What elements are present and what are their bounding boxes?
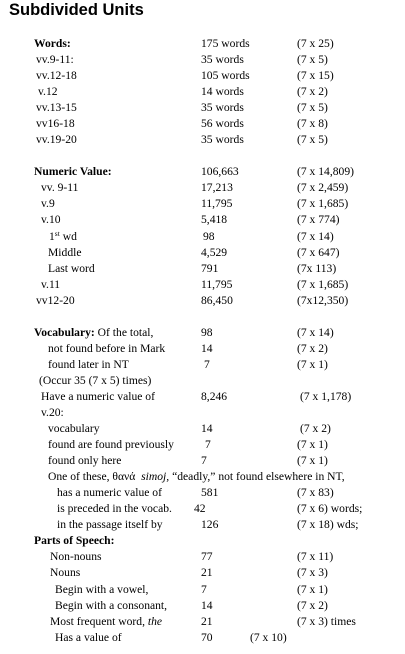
row-value: 98 bbox=[203, 229, 215, 243]
row-value: 70 bbox=[201, 630, 213, 644]
table-row bbox=[0, 245, 405, 261]
row-label: v.11 bbox=[41, 277, 61, 291]
table-row bbox=[0, 196, 405, 212]
row-value: 7 bbox=[201, 454, 207, 468]
parts-heading-row bbox=[0, 533, 405, 549]
words-total-factor: (7 x 25) bbox=[297, 37, 334, 50]
row-factor: (7 x 2) bbox=[300, 422, 331, 436]
row-label: 1st wd bbox=[49, 228, 77, 243]
numeric-total: 106,663 bbox=[201, 165, 239, 179]
row-label: vocabulary bbox=[48, 422, 100, 436]
table-row bbox=[0, 517, 405, 533]
row-factor: (7 x 1,685) bbox=[297, 277, 349, 291]
row-factor: (7 x 2) bbox=[297, 341, 328, 355]
row-factor: (7 x 2) bbox=[297, 598, 328, 612]
row-factor: (7 x 1,685) bbox=[297, 197, 349, 211]
row-value: 86,450 bbox=[201, 293, 233, 307]
row-value: 14 bbox=[201, 341, 213, 355]
words-heading: Words: bbox=[34, 37, 71, 50]
table-row bbox=[0, 261, 405, 277]
row-label: Begin with a consonant, bbox=[55, 598, 168, 612]
row-factor: (7 x 10) bbox=[250, 630, 287, 644]
row-label: found later in NT bbox=[48, 357, 129, 371]
table-row bbox=[0, 180, 405, 196]
row-value: 56 words bbox=[201, 117, 244, 131]
v20-label: v.20: bbox=[41, 405, 64, 419]
row-value: 105 words bbox=[201, 69, 250, 83]
row-factor: (7 x 2,459) bbox=[297, 181, 349, 195]
vocab-heading: Vocabulary: Of the total, bbox=[34, 325, 154, 339]
row-value: 14 words bbox=[201, 85, 244, 99]
table-row bbox=[0, 437, 405, 453]
row-factor: (7 x 647) bbox=[297, 245, 340, 259]
row-label: vv.13-15 bbox=[36, 101, 77, 115]
table-row bbox=[0, 100, 405, 116]
row-factor: (7 x 1) bbox=[297, 357, 328, 371]
row-label: vv. 9-11 bbox=[41, 181, 79, 195]
row-label: Middle bbox=[48, 245, 82, 259]
row-value: 5,418 bbox=[201, 213, 228, 227]
row-factor: (7 x 6) words; bbox=[297, 502, 363, 516]
row-label: Have a numeric value of bbox=[41, 389, 155, 403]
row-value: 42 bbox=[194, 502, 206, 516]
table-row bbox=[0, 485, 405, 501]
row-value: 8,246 bbox=[201, 389, 228, 403]
row-value: 581 bbox=[201, 486, 219, 500]
row-value: 35 words bbox=[201, 101, 244, 115]
occur-note: (Occur 35 (7 x 5) times) bbox=[39, 373, 152, 387]
row-label: in the passage itself by bbox=[57, 518, 163, 532]
row-label: not found before in Mark bbox=[48, 341, 166, 355]
row-factor: (7 x 83) bbox=[297, 486, 334, 500]
numeric-heading: Numeric Value: bbox=[34, 165, 112, 179]
table-row bbox=[0, 614, 405, 630]
row-value: 11,795 bbox=[201, 277, 233, 291]
table-row bbox=[0, 229, 405, 245]
row-label: Non-nouns bbox=[50, 550, 102, 564]
one-of-these-row bbox=[0, 469, 405, 485]
row-label: Last word bbox=[48, 261, 95, 275]
row-factor: (7 x 774) bbox=[297, 213, 340, 227]
table-row bbox=[0, 357, 405, 373]
row-value: 11,795 bbox=[201, 197, 233, 211]
row-label: vv.19-20 bbox=[36, 133, 77, 147]
row-factor: (7 x 11) bbox=[297, 550, 334, 564]
row-label: vv.9-11: bbox=[36, 53, 74, 67]
document-body bbox=[0, 36, 405, 646]
table-row bbox=[0, 598, 405, 614]
one-of-these-text: One of these, θανά simoj, “deadly,” not found elsewhere in NT, bbox=[48, 470, 345, 484]
vocab-heading-row bbox=[0, 325, 405, 341]
row-factor: (7 x 15) bbox=[297, 69, 334, 83]
row-value: 4,529 bbox=[201, 245, 228, 259]
row-factor: (7 x 1) bbox=[297, 582, 328, 596]
row-value: 77 bbox=[201, 550, 213, 564]
occur-note-row bbox=[0, 373, 405, 389]
numeric-total-factor: (7 x 14,809) bbox=[297, 165, 354, 179]
row-label: v.10 bbox=[41, 213, 61, 227]
row-label: v.12 bbox=[38, 85, 58, 99]
table-row bbox=[0, 421, 405, 437]
table-row bbox=[0, 341, 405, 357]
row-factor: (7 x 5) bbox=[297, 53, 328, 67]
numeric-heading-row bbox=[0, 164, 405, 180]
table-row bbox=[0, 68, 405, 84]
table-row bbox=[0, 389, 405, 405]
row-value: 7 bbox=[205, 438, 211, 452]
row-label: Has a value of bbox=[55, 630, 122, 644]
row-value: 126 bbox=[201, 518, 219, 532]
row-value: 791 bbox=[201, 261, 219, 275]
page-title: Subdivided Units bbox=[9, 1, 144, 19]
table-row bbox=[0, 582, 405, 598]
row-factor: (7x 113) bbox=[297, 261, 337, 275]
row-factor: (7 x 3) bbox=[297, 566, 328, 580]
row-factor: (7 x 1) bbox=[297, 454, 328, 468]
row-value: 17,213 bbox=[201, 181, 233, 195]
table-row bbox=[0, 501, 405, 517]
words-heading-row bbox=[0, 36, 405, 52]
row-label: is preceded in the vocab. bbox=[57, 502, 172, 516]
row-label: v.9 bbox=[41, 197, 55, 211]
row-factor: (7 x 5) bbox=[297, 133, 328, 147]
row-value: 35 words bbox=[201, 133, 244, 147]
row-label: found only here bbox=[48, 454, 122, 468]
row-factor: (7 x 3) times bbox=[297, 614, 356, 628]
row-value: 21 bbox=[201, 614, 213, 628]
table-row bbox=[0, 212, 405, 228]
row-label: vv.12-18 bbox=[36, 69, 77, 83]
v20-label-row bbox=[0, 405, 405, 421]
vocab-total-factor: (7 x 14) bbox=[297, 325, 334, 339]
row-value: 7 bbox=[204, 357, 210, 371]
row-label: Nouns bbox=[50, 566, 81, 580]
row-label: Most frequent word, the bbox=[50, 614, 163, 628]
row-label: vv12-20 bbox=[36, 293, 75, 307]
row-value: 7 bbox=[201, 582, 207, 596]
row-value: 14 bbox=[201, 598, 213, 612]
table-row bbox=[0, 116, 405, 132]
row-label: Begin with a vowel, bbox=[55, 582, 149, 596]
row-factor: (7x12,350) bbox=[297, 293, 349, 307]
row-factor: (7 x 1) bbox=[297, 438, 328, 452]
table-row bbox=[0, 84, 405, 100]
row-factor: (7 x 18) wds; bbox=[297, 518, 359, 532]
row-value: 14 bbox=[201, 422, 213, 436]
row-factor: (7 x 8) bbox=[297, 117, 328, 131]
row-value: 35 words bbox=[201, 53, 244, 67]
row-factor: (7 x 5) bbox=[297, 101, 328, 115]
row-label: vv16-18 bbox=[36, 117, 75, 131]
table-row bbox=[0, 293, 405, 309]
row-factor: (7 x 14) bbox=[297, 229, 334, 243]
row-label: found are found previously bbox=[48, 438, 174, 452]
table-row bbox=[0, 132, 405, 148]
row-value: 21 bbox=[201, 566, 213, 580]
table-row bbox=[0, 277, 405, 293]
row-label: has a numeric value of bbox=[57, 486, 162, 500]
table-row bbox=[0, 549, 405, 565]
row-factor: (7 x 1,178) bbox=[300, 389, 352, 403]
row-factor: (7 x 2) bbox=[297, 85, 328, 99]
table-row bbox=[0, 453, 405, 469]
table-row bbox=[0, 630, 405, 646]
table-row bbox=[0, 565, 405, 581]
table-row bbox=[0, 52, 405, 68]
parts-heading: Parts of Speech: bbox=[34, 534, 115, 548]
words-total: 175 words bbox=[201, 37, 250, 50]
vocab-total: 98 bbox=[201, 325, 213, 339]
